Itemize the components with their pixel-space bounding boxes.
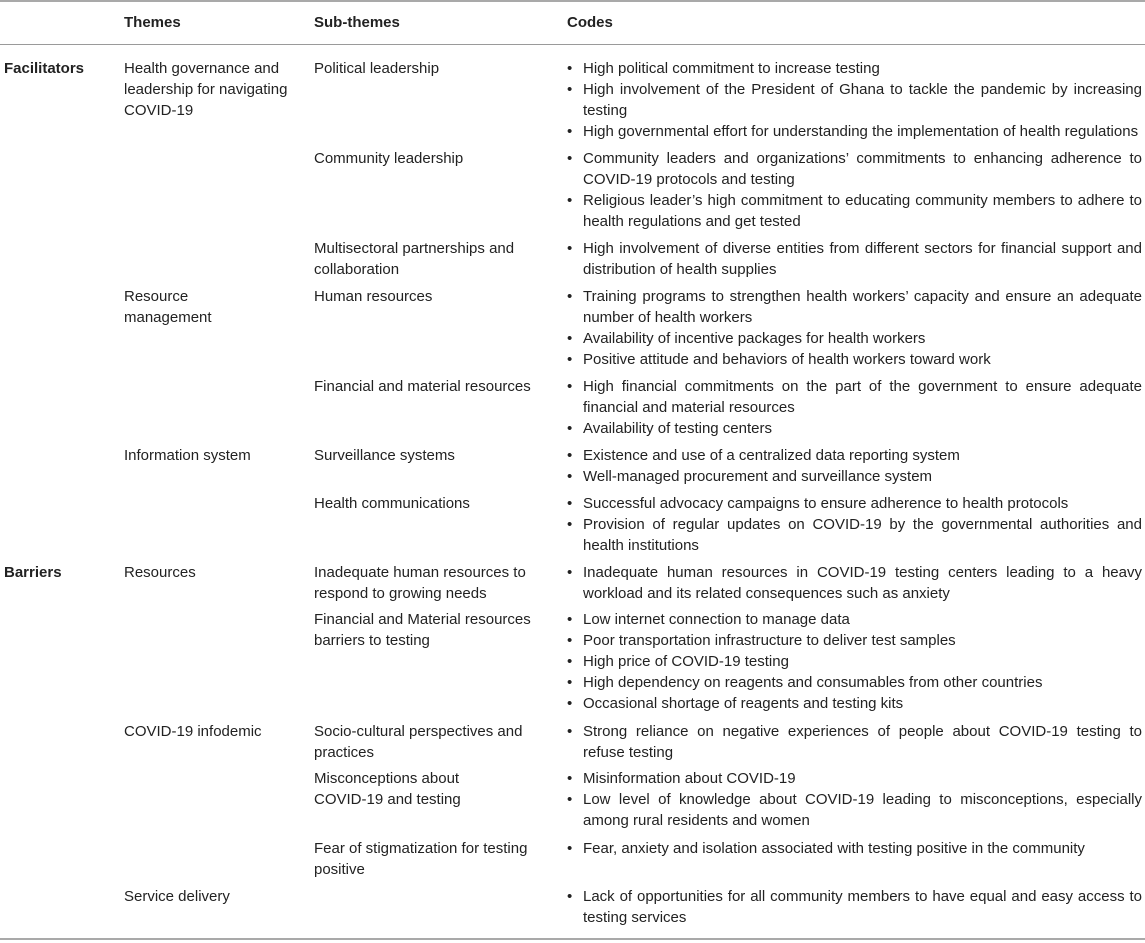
codes-misconceptions (564, 768, 1142, 831)
header-themes: Themes (124, 14, 181, 31)
theme-resources: Resources (124, 564, 196, 581)
code-item: • Occasional shortage of reagents and testing kits (564, 693, 1142, 714)
codes-service-delivery (564, 886, 1142, 928)
category-facilitators: Facilitators (4, 60, 85, 77)
subtheme-socio-cultural-perspectives: Socio-cultural perspectives and practices (314, 723, 523, 761)
code-item: • High dependency on reagents and consumables from other countries (564, 672, 1142, 693)
code-item: • Misinformation about COVID-19 (564, 768, 1142, 789)
code-item: • Community leaders and organizations’ commitments to enhancing adherence to COVID-19 protocols and testing (564, 148, 1142, 190)
subtheme-surveillance-systems: Surveillance systems (314, 447, 455, 464)
codes-surveillance-systems (564, 445, 1142, 487)
code-item: • Strong reliance on negative experiences of people about COVID-19 testing to refuse testing (564, 721, 1142, 763)
codes-inadequate-human-resources (564, 562, 1142, 604)
subtheme-human-resources: Human resources (314, 288, 433, 305)
code-item: • Religious leader’s high commitment to educating community members to adhere to health regulations and get tested (564, 190, 1142, 232)
code-item: • High involvement of diverse entities from different sectors for financial support and distribution of health supplies (564, 238, 1142, 280)
code-item: • Successful advocacy campaigns to ensure adherence to health protocols (564, 493, 1142, 514)
code-item: • Inadequate human resources in COVID-19 testing centers leading to a heavy workload and its related consequences such as anxiety (564, 562, 1142, 604)
code-item: • Poor transportation infrastructure to deliver test samples (564, 630, 1142, 651)
codes-multisectoral-partnerships (564, 238, 1142, 280)
code-item: • Positive attitude and behaviors of health workers toward work (564, 349, 1142, 370)
subtheme-financial-material-resources: Financial and material resources (314, 378, 531, 395)
code-item: • Low level of knowledge about COVID-19 leading to misconceptions, especially among rural residents and women (564, 789, 1142, 831)
subtheme-political-leadership: Political leadership (314, 60, 440, 77)
code-item: • Availability of testing centers (564, 418, 1142, 439)
codes-financial-material-resources (564, 376, 1142, 439)
subtheme-community-leadership: Community leadership (314, 150, 464, 167)
code-item: • High price of COVID-19 testing (564, 651, 1142, 672)
theme-covid-infodemic: COVID-19 infodemic (124, 723, 262, 740)
header-subthemes: Sub-themes (314, 14, 400, 31)
code-item: • Availability of incentive packages for health workers (564, 328, 1142, 349)
header-rule (0, 44, 1145, 45)
code-item: • High political commitment to increase testing (564, 58, 1142, 79)
theme-health-governance: Health governance and leadership for navigating COVID-19 (124, 60, 288, 119)
subtheme-misconceptions: Misconceptions about COVID-19 and testing (314, 770, 461, 808)
subtheme-inadequate-human-resources: Inadequate human resources to respond to growing needs (314, 564, 526, 602)
code-item: • High governmental effort for understanding the implementation of health regulations (564, 121, 1142, 142)
code-item: • High financial commitments on the part of the government to ensure adequate financial and material resources (564, 376, 1142, 418)
codes-financial-material-barriers (564, 609, 1142, 714)
code-item: • Low internet connection to manage data (564, 609, 1142, 630)
header-codes: Codes (567, 14, 613, 31)
category-barriers: Barriers (4, 564, 62, 581)
codes-fear-of-stigmatization (564, 838, 1142, 859)
theme-resource-management: Resource management (124, 288, 212, 326)
code-item: • Lack of opportunities for all community members to have equal and easy access to testing services (564, 886, 1142, 928)
codes-socio-cultural-perspectives (564, 721, 1142, 763)
theme-information-system: Information system (124, 447, 251, 464)
theme-service-delivery: Service delivery (124, 888, 230, 905)
codes-community-leadership (564, 148, 1142, 232)
subtheme-multisectoral-partnerships: Multisectoral partnerships and collaboration (314, 240, 515, 278)
code-item: • Well-managed procurement and surveillance system (564, 466, 1142, 487)
code-item: • Provision of regular updates on COVID-19 by the governmental authorities and health institutions (564, 514, 1142, 556)
table-top-rule (0, 0, 1145, 2)
code-item: • High involvement of the President of Ghana to tackle the pandemic by increasing testing (564, 79, 1142, 121)
subtheme-fear-of-stigmatization: Fear of stigmatization for testing positive (314, 840, 528, 878)
code-item: • Fear, anxiety and isolation associated with testing positive in the community (564, 838, 1142, 859)
codes-political-leadership (564, 58, 1142, 142)
subtheme-financial-material-barriers: Financial and Material resources barriers to testing (314, 611, 531, 649)
codes-health-communications (564, 493, 1142, 556)
subtheme-health-communications: Health communications (314, 495, 470, 512)
code-item: • Training programs to strengthen health workers’ capacity and ensure an adequate number of health workers (564, 286, 1142, 328)
code-item: • Existence and use of a centralized data reporting system (564, 445, 1142, 466)
codes-human-resources (564, 286, 1142, 370)
table-bottom-rule (0, 938, 1145, 940)
